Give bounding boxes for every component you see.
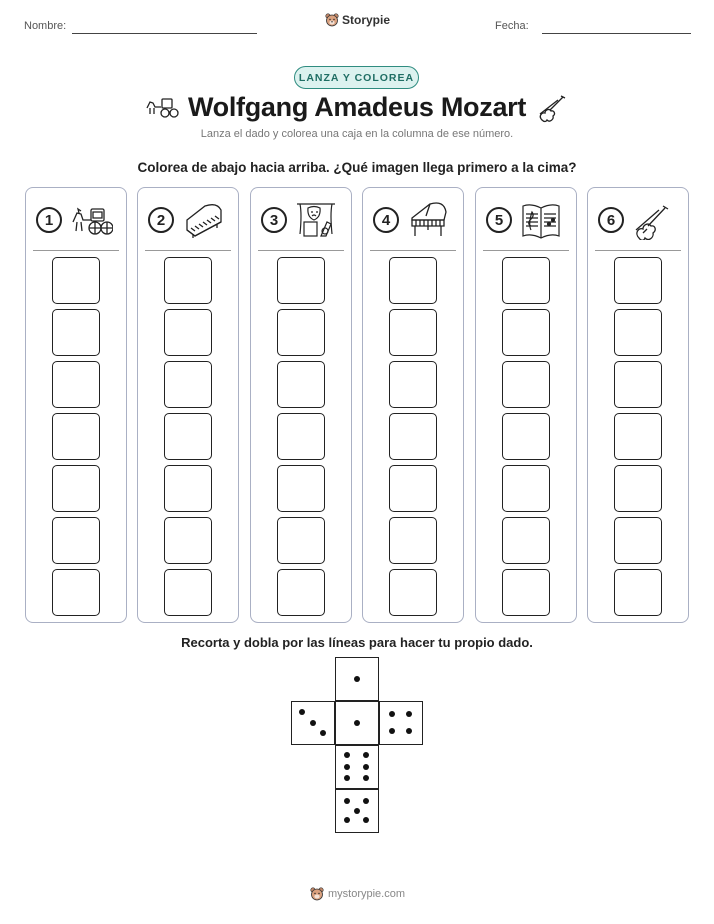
dice-face-5 [335,789,379,833]
color-box[interactable] [164,361,212,408]
color-box[interactable] [164,465,212,512]
dice-pip [363,817,369,823]
dice-pip [344,775,350,781]
dice-pip [344,752,350,758]
color-box[interactable] [277,361,325,408]
color-box[interactable] [502,465,550,512]
column-2 [137,187,239,623]
activity-badge: LANZA Y COLOREA [294,66,419,89]
storypie-logo [325,13,390,27]
color-box[interactable] [52,517,100,564]
column-number: 3 [261,207,287,233]
dice-face-1 [335,657,379,701]
color-box[interactable] [52,257,100,304]
column-number: 4 [373,207,399,233]
color-box[interactable] [164,569,212,616]
subtitle: Lanza el dado y colorea una caja en la columna de ese número. [200,128,514,140]
dice-pip [363,775,369,781]
dice-face-4 [379,701,423,745]
color-box[interactable] [52,413,100,460]
color-box[interactable] [614,361,662,408]
color-box[interactable] [164,309,212,356]
color-box[interactable] [277,309,325,356]
color-box[interactable] [614,465,662,512]
color-box[interactable] [52,465,100,512]
logo-text: Storypie [342,13,391,27]
color-box[interactable] [614,257,662,304]
column-divider [483,250,569,251]
violin-icon [536,94,568,124]
column-3 [250,187,352,623]
color-box[interactable] [389,361,437,408]
violin-icon [631,200,675,240]
dice-pip [406,711,412,717]
dice-pip [389,711,395,717]
color-box[interactable] [277,465,325,512]
bear-icon [325,13,339,27]
color-box[interactable] [277,569,325,616]
color-box[interactable] [502,361,550,408]
dice-pip [344,817,350,823]
color-box[interactable] [164,257,212,304]
color-box[interactable] [502,309,550,356]
column-divider [33,250,119,251]
color-box[interactable] [614,413,662,460]
column-5 [475,187,577,623]
color-box[interactable] [389,517,437,564]
color-box[interactable] [614,309,662,356]
color-box[interactable] [389,257,437,304]
harpsichord-icon [181,200,225,240]
name-label: Nombre: [24,20,67,32]
coloring-instruction: Colorea de abajo hacia arriba. ¿Qué imagen llega primero a la cima? [137,160,577,175]
color-box[interactable] [502,257,550,304]
color-box[interactable] [277,257,325,304]
dice-pip [299,709,305,715]
color-box[interactable] [389,569,437,616]
column-divider [370,250,456,251]
color-box[interactable] [614,517,662,564]
color-box[interactable] [389,309,437,356]
sheet-music-book-icon [519,200,563,240]
dice-pip [363,798,369,804]
color-box[interactable] [52,309,100,356]
column-6 [587,187,689,623]
footer [310,887,405,901]
date-label: Fecha: [495,20,529,32]
color-box[interactable] [277,413,325,460]
color-box[interactable] [389,465,437,512]
dice-pip [310,720,316,726]
footer-url: mystorypie.com [328,888,406,900]
dice-pip [354,676,360,682]
color-box[interactable] [52,361,100,408]
column-number: 1 [36,207,62,233]
color-box[interactable] [502,569,550,616]
color-box[interactable] [52,569,100,616]
page-title: Wolfgang Amadeus Mozart [187,92,527,122]
column-1 [25,187,127,623]
dice-pip [406,728,412,734]
bear-icon [310,887,324,901]
theater-masks-icon [294,200,338,240]
dice-face-3 [291,701,335,745]
dice-pip [354,808,360,814]
name-line [72,33,257,34]
dice-pip [363,752,369,758]
column-number: 6 [598,207,624,233]
column-divider [258,250,344,251]
dice-pip [344,764,350,770]
color-box[interactable] [277,517,325,564]
dice-pip [344,798,350,804]
dice-instruction: Recorta y dobla por las líneas para hacer tu propio dado. [181,635,533,650]
column-4 [362,187,464,623]
color-box[interactable] [389,413,437,460]
date-line [542,33,691,34]
dice-face-1 [335,701,379,745]
horse-carriage-icon [69,200,113,240]
column-number: 5 [486,207,512,233]
column-divider [595,250,681,251]
dice-face-6 [335,745,379,789]
color-box[interactable] [164,413,212,460]
column-divider [145,250,231,251]
color-box[interactable] [502,517,550,564]
color-box[interactable] [164,517,212,564]
dice-pip [320,730,326,736]
grand-piano-icon [406,200,450,240]
dice-pip [363,764,369,770]
dice-pip [354,720,360,726]
color-box[interactable] [502,413,550,460]
column-number: 2 [148,207,174,233]
color-box[interactable] [614,569,662,616]
dice-pip [389,728,395,734]
